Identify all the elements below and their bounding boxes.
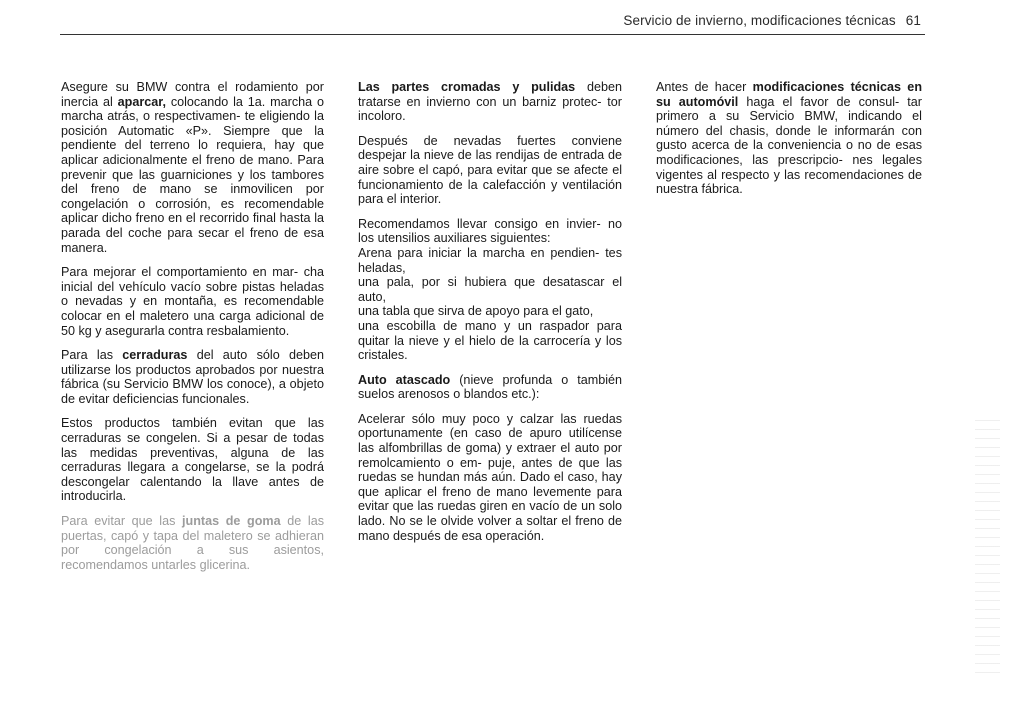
bold-term-atascado: Auto atascado — [358, 372, 451, 387]
kit-item-sand: Arena para iniciar la marcha en pendien- tes heladas, — [358, 245, 622, 275]
column-3 — [656, 80, 922, 207]
header-title: Servicio de invierno, modificaciones técnicas — [623, 13, 896, 28]
paragraph-rubber-seals: Para evitar que las juntas de goma de las puertas, capó y tapa del maletero se adhieran por congelación a sus asientos, recomendamos untarles glicerina. — [61, 514, 324, 572]
page-number: 61 — [905, 13, 921, 28]
kit-item-brush: una escobilla de mano y un raspador para quitar la nieve y el hielo de la carrocería y los cristales. — [358, 318, 622, 363]
paragraph-modifications: Antes de hacer modificaciones técnicas en su automóvil haga el favor de consul- tar primero a su Servicio BMW, indicando el número del chasis, donde le informarán con gusto acerca de la conveniencia o no de esas modificaciones, las prescripcio- nes legales vigentes al respecto y las recomendaciones de nuestra fábrica. — [656, 80, 923, 197]
paragraph-stuck-heading: Auto atascado (nieve profunda o también suelos arenosos o blandos etc.): — [358, 372, 622, 402]
paragraph-products: Estos productos también evitan que las cerraduras se congelen. Si a pesar de todas las medidas preventivas, alguna de las cerraduras llegara a congelarse, se la podrá descongelar calentando la llave antes de introducirla. — [61, 416, 324, 504]
bold-term-juntas: juntas de goma — [182, 514, 281, 529]
paragraph-winter-kit — [358, 217, 622, 363]
scan-edge-specks — [975, 420, 1000, 680]
bold-term-cerraduras: cerraduras — [122, 348, 188, 363]
paragraph-load: Para mejorar el comportamiento en mar- cha inicial del vehículo vacío sobre pistas heladas o nevadas y en montaña, es recomendable colocar en el maletero una carga adicional de 50 kg y asegurarla contra resbalamiento. — [61, 265, 324, 338]
kit-item-shovel: una pala, por si hubiera que desatascar el auto, — [358, 275, 622, 304]
paragraph-parking: Asegure su BMW contra el rodamiento por inercia al aparcar, colocando la 1a. marcha o marcha atrás, o respectivamen- te eligiendo la posición Automatic «P». Siempre que la pendiente del terreno lo requiera, hay que aplicar adicionalmente el freno de mano. Para prevenir que las guarniciones y los tambores del freno de mano se inmovilicen por congelación o corrosión, es recomendable aplicar dicho freno en el recorrido final hasta la parada del coche para secar el freno de esa manera. — [61, 80, 325, 255]
paragraph-stuck-instructions: Acelerar sólo muy poco y calzar las ruedas oportunamente (en caso de apuro utilícense las alfombrillas de goma) y extraer el auto por remolcamiento o em- puje, antes de que las ruedas se hundan más aún. Dado el caso, hay que aplicar el freno de mano levemente para evitar que las ruedas giren en vacío de un solo lado. No se le olvide volver a soltar el freno de mano después de esa operación. — [358, 411, 622, 543]
paragraph-chrome: Las partes cromadas y pulidas deben tratarse en invierno con un barniz protec- tor incoloro. — [358, 80, 622, 124]
bold-term-cromadas: Las partes cromadas y pulidas — [358, 80, 576, 94]
paragraph-locks: Para las cerraduras del auto sólo deben utilizarse los productos aprobados por nuestra fábrica (su Servicio BMW los conoce), a objeto de evitar deficiencias funcionales. — [61, 348, 325, 406]
kit-item-board: una tabla que sirva de apoyo para el gato, — [358, 304, 594, 319]
bold-term-modificaciones: modificaciones técnicas en su automóvil — [656, 80, 923, 109]
page-header — [60, 8, 925, 35]
bold-term-aparcar: aparcar, — [117, 94, 166, 109]
kit-intro: Recomendamos llevar consigo en invier- no los utensilios auxiliares siguientes: — [358, 216, 622, 246]
paragraph-snow-vents: Después de nevadas fuertes conviene despejar la nieve de las rendijas de entrada de aire sobre el capó, para evitar que se afecte el funcionamiento de la calefacción y ventilación para el interior. — [358, 133, 622, 207]
column-1 — [61, 80, 324, 582]
column-2 — [358, 80, 622, 553]
running-header — [623, 13, 921, 28]
